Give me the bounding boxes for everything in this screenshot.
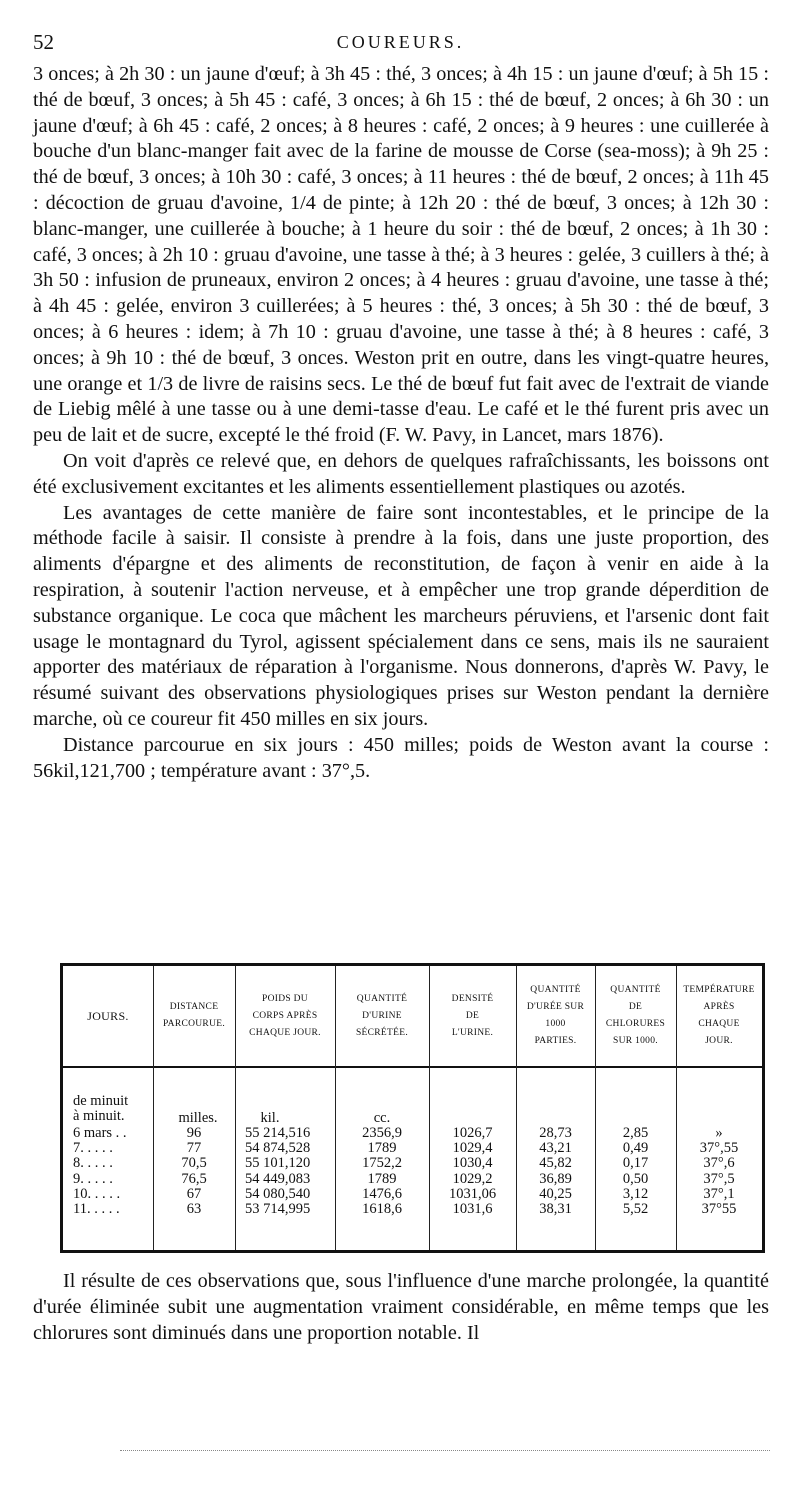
column-jours [73,1126,127,1217]
table-cell-temperature: 37°,5 [703,1170,735,1187]
table-cell-jour: 8. . . . . [73,1155,113,1172]
table-cell-temperature: 37°55 [701,1201,737,1218]
table-cell-urine: 1476,6 [362,1185,402,1202]
table-cell-densite: 1030,4 [452,1155,493,1172]
table-cell-temperature: 37°,6 [703,1155,735,1172]
paragraph-drinks: On voit d'après ce relevé que, en dehors de quelques rafraîchissants, les boissons ont été exclusivement excitantes et les aliments essentiellement plastiques ou azotés. [33,449,769,498]
table-cell-poids: 54 874,528 [245,1140,311,1157]
table-cell-poids: 54 080,540 [245,1185,311,1202]
paragraph-distance: Distance parcourue en six jours : 450 milles; poids de Weston avant la course : 56kil,121,700 ; température avant : 37°,5. [33,733,769,782]
table-cell-urine: 1752,2 [362,1155,402,1172]
table-cell-jour: 9. . . . . [73,1170,113,1187]
jours-subheader-2: à minuit. [73,1108,125,1124]
table-cell-jour: 11. . . . . [73,1201,120,1218]
table-cell-uree: 38,31 [539,1201,572,1218]
header-jours: JOURS. [87,1008,129,1023]
column-uree [516,1126,595,1217]
page-bottom-dots [120,1450,770,1451]
table-cell-urine: 1618,6 [362,1201,402,1218]
table-cell-chlorures: 5,52 [622,1201,649,1218]
paragraph-diet: 3 onces; à 2h 30 : un jaune d'œuf; à 3h 45 : thé, 3 onces; à 4h 15 : un jaune d'œuf; à 5h 15 : thé de bœuf, 3 onces; à 5h 45 : café, 3 onces; à 6h 15 : thé de bœuf, 2 onces; à 6h 30 : un jaune d'œuf; à 6h 45 : café, 2 onces; à 8 heures : café, 2 onces; à 9 heures : une cuillerée à bouche d'un blanc-manger fait avec de la farine de mousse de Corse (sea-moss); à 9h 25 : thé de bœuf, 3 onces; à 10h 30 : café, 3 onces; à 11 heures : thé de bœuf, 2 onces; à 11h 45 : décoction de gruau d'avoine, 1/4 de pinte; à 12h 20 : thé de bœuf, 3 onces; à 12h 30 : blanc-manger, une cuillerée à bouche; à 1 heure du soir : thé de bœuf, 2 onces; à 1h 30 : café, 3 onces; à 2h 10 : gruau d'avoine, une tasse à thé; à 3 heures : gelée, 3 cuillers à thé; à 3h 50 : infusion de pruneaux, environ 2 onces; à 4 heures : gruau d'avoine, une tasse à thé; à 4h 45 : gelée, environ 3 cuillerées; à 5 heures : thé, 3 onces; à 5h 30 : thé de bœuf, 3 onces; à 6 heures : idem; à 7h 10 : gruau d'avoine, une tasse à thé; à 8 heures : café, 3 onces; à 9h 10 : thé de bœuf, 3 onces. Weston prit en outre, dans les vingt-quatre heures, une orange et 1/3 de livre de raisins secs. Le thé de bœuf fut fait avec de l'extrait de viande de Liebig mêlé à une tasse ou à une demi-tasse d'eau. Le café et le thé furent pris avec un peu de lait et de sucre, excepté le thé froid (F. W. Pavy, in Lancet, mars 1876). [33,63,769,447]
header-densite: DENSITÉ DE L'URINE. [451,993,494,1038]
body-text [33,62,769,784]
table-cell-chlorures: 0,49 [622,1140,649,1157]
table-cell-poids: 55 214,516 [245,1125,311,1141]
unit-poids: kil. [260,1110,280,1126]
table-cell-temperature: » [715,1125,723,1141]
table-cell-uree: 43,21 [539,1140,572,1157]
table-cell-distance: 70,5 [181,1155,207,1172]
closing-text [33,1268,769,1346]
header-uree: QUANTITÉ D'URÉE SUR 1000 PARTIES. [526,985,585,1046]
table-cell-urine: 1789 [367,1140,397,1157]
table-cell-chlorures: 0,17 [622,1155,649,1172]
column-poids [245,1126,310,1217]
table-cell-temperature: 37°,1 [703,1185,735,1202]
table-cell-densite: 1029,4 [452,1140,493,1157]
table-cell-chlorures: 3,12 [622,1185,649,1202]
header-distance: DISTANCE PARCOURUE. [162,1002,226,1029]
jours-subheader-1: de minuit [73,1093,129,1109]
table-cell-distance: 76,5 [181,1170,207,1187]
table-cell-jour: 10. . . . . [73,1185,121,1202]
table-cell-poids: 55 101,120 [245,1155,311,1172]
table-cell-urine: 1789 [367,1170,397,1187]
column-distance [153,1126,235,1217]
table-cell-chlorures: 0,50 [622,1170,649,1187]
column-chlorures [595,1126,676,1217]
running-title: COUREURS. [336,32,465,52]
table-cell-densite: 1026,7 [452,1125,493,1141]
table-cell-poids: 53 714,995 [245,1201,311,1218]
table-cell-temperature: 37°,55 [699,1140,739,1157]
column-densite [429,1126,516,1217]
table-cell-distance: 77 [186,1140,202,1157]
observations-table [60,963,765,1253]
table-cell-uree: 36,89 [539,1170,572,1187]
table-cell-densite: 1029,2 [452,1170,493,1187]
column-temperature [676,1126,762,1217]
header-temperature: TEMPÉRATURE APRÈS CHAQUE JOUR. [683,985,755,1046]
header-urine: QUANTITÉ D'URINE SÉCRÉTÉE. [355,993,409,1038]
table-cell-poids: 54 449,083 [245,1170,311,1187]
paragraph-closing: Il résulte de ces observations que, sous l'influence d'une marche prolongée, la quantité d'urée éliminée subit une augmentation vraiment considérable, en même temps que les chlorures sont diminués dans une proportion notable. Il [33,1270,769,1344]
unit-distance: milles. [178,1110,218,1126]
page-header [33,30,768,58]
table-cell-urine: 2356,9 [362,1125,402,1141]
table-cell-chlorures: 2,85 [622,1125,649,1141]
table-cell-distance: 96 [186,1125,202,1141]
header-chlorures: QUANTITÉ DE CHLORURES SUR 1000. [605,985,666,1046]
table-cell-uree: 28,73 [539,1125,572,1141]
page-number: 52 [33,30,54,54]
column-urine [335,1126,429,1217]
table-cell-uree: 45,82 [539,1155,572,1172]
header-poids: POIDS DU CORPS APRÈS CHAQUE JOUR. [249,993,321,1038]
table-cell-jour: 7. . . . . [73,1140,113,1157]
table-cell-distance: 67 [186,1185,202,1202]
table-cell-densite: 1031,6 [452,1201,493,1218]
table-cell-densite: 1031,06 [448,1185,497,1202]
unit-urine: cc. [373,1110,391,1126]
table-cell-jour: 6 mars . . [73,1125,127,1141]
paragraph-method: Les avantages de cette manière de faire sont incontestables, et le principe de la méthode facile à saisir. Il consiste à prendre à la fois, dans une juste proportion, des aliments d'épargne et des aliments de reconstitution, de façon à venir en aide à la respiration, à soutenir l'action nerveuse, et à empêcher une trop grande déperdition de substance organique. Le coca que mâchent les marcheurs péruviens, et l'arsenic dont fait usage le montagnard du Tyrol, agissent spécialement dans ce sens, mais ils ne sauraient apporter des matériaux de réparation à l'organisme. Nous donnerons, d'après W. Pavy, le résumé suivant des observations physiologiques prises sur Weston pendant la dernière marche, où ce coureur fit 450 milles en six jours. [33,501,769,730]
table-cell-uree: 40,25 [539,1185,572,1202]
table-cell-distance: 63 [186,1201,202,1218]
